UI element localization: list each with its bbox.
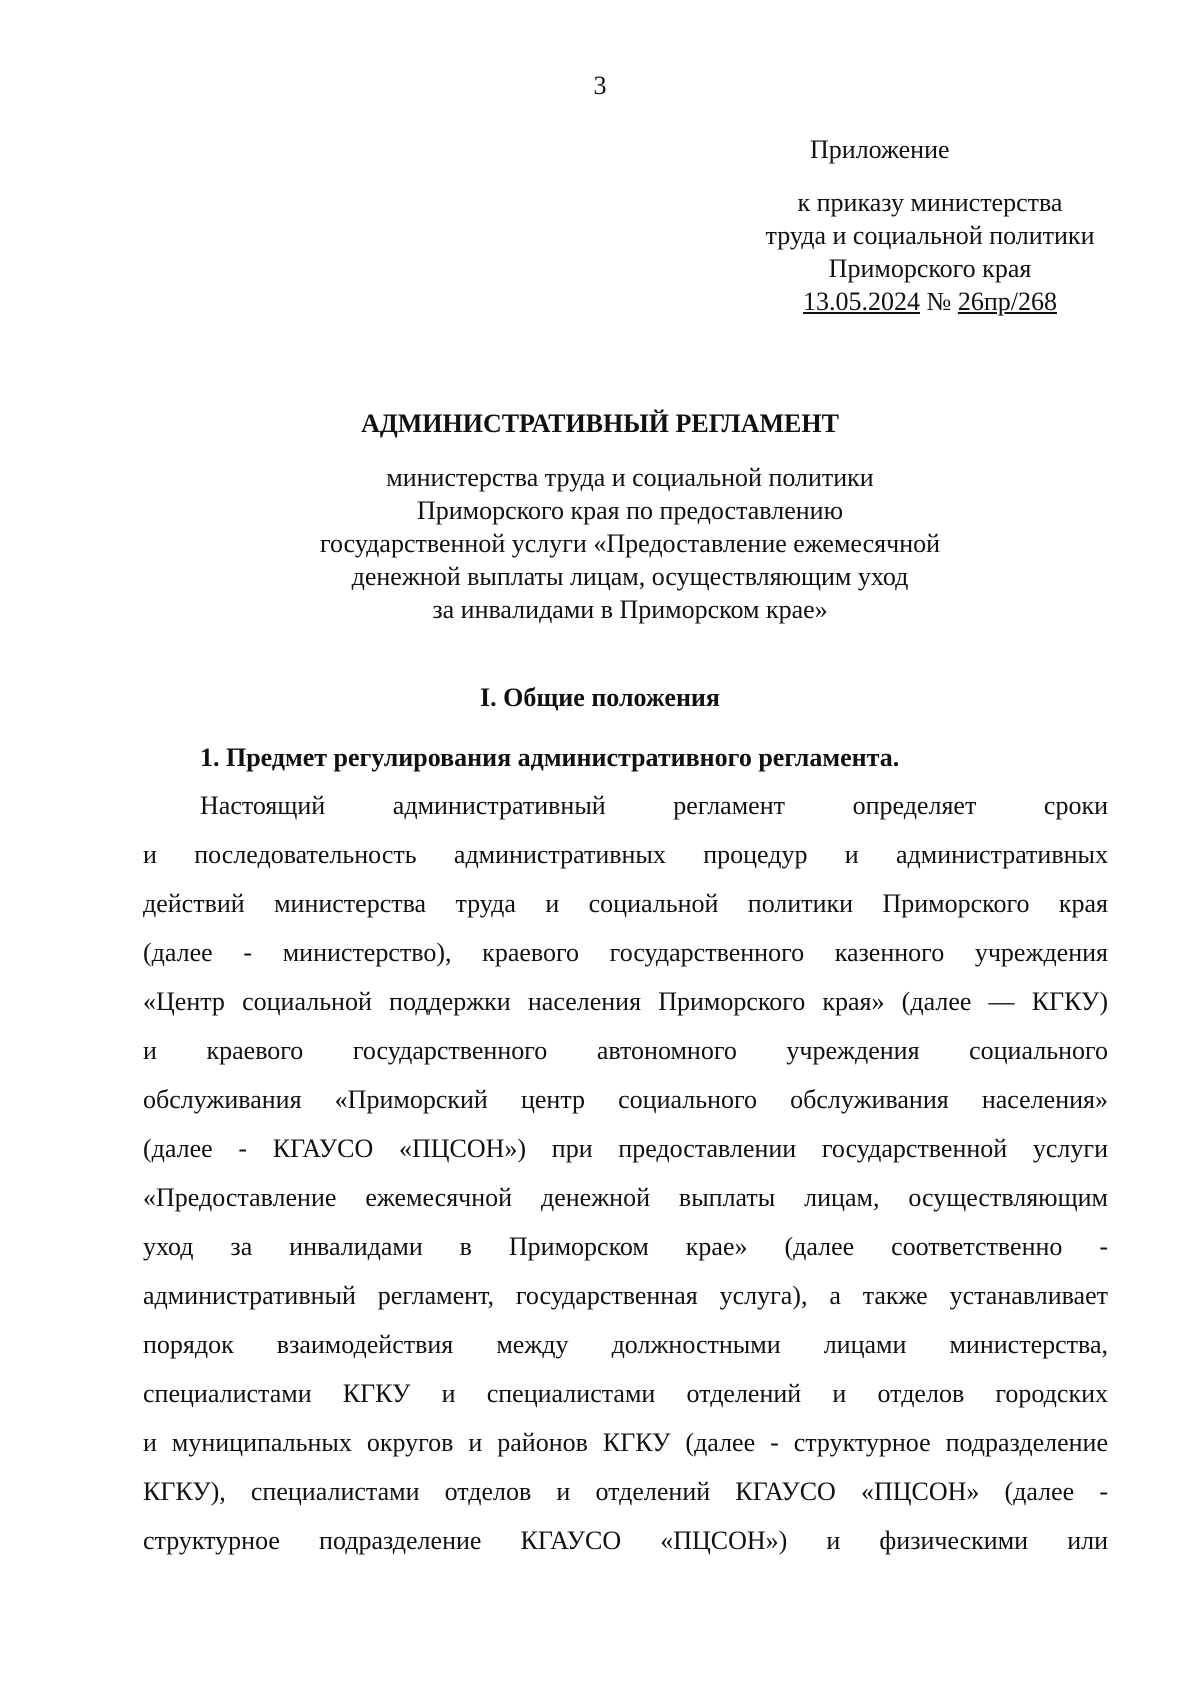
body-line: структурное подразделение КГАУСО «ПЦСОН») и физическими или xyxy=(143,1526,1108,1555)
order-line: труда и социальной политики xyxy=(765,221,1095,250)
order-line: к приказу министерства xyxy=(797,188,1063,217)
section-heading: I. Общие положения xyxy=(480,683,720,712)
subsection-heading: 1. Предмет регулирования административного регламента. xyxy=(200,743,900,772)
subtitle-line: Приморского края по предоставлению xyxy=(416,496,843,525)
order-date-number xyxy=(740,285,1120,318)
body-line: уход за инвалидами в Приморском крае» (далее соответственно - xyxy=(143,1232,1108,1261)
body-line: «Предоставление ежемесячной денежной выплаты лицам, осуществляющим xyxy=(143,1183,1108,1212)
body-paragraph xyxy=(143,790,1108,1574)
subtitle-line: за инвалидами в Приморском крае» xyxy=(432,595,828,624)
order-number-sign: № xyxy=(920,287,958,316)
body-line: КГКУ), специалистами отделов и отделений КГАУСО «ПЦСОН» (далее - xyxy=(143,1477,1108,1506)
body-line: специалистами КГКУ и специалистами отделений и отделов городских xyxy=(143,1379,1108,1408)
order-number: 26пр/268 xyxy=(957,287,1057,316)
body-line: «Центр социальной поддержки населения Приморского края» (далее — КГКУ) xyxy=(143,987,1108,1016)
body-line: действий министерства труда и социальной политики Приморского края xyxy=(143,889,1108,918)
order-reference-block xyxy=(740,186,1120,318)
appendix-label: Приложение xyxy=(810,135,950,164)
order-line: Приморского края xyxy=(828,254,1032,283)
subtitle-line: государственной услуги «Предоставление ежемесячной xyxy=(319,529,941,558)
body-line: обслуживания «Приморский центр социального обслуживания населения» xyxy=(143,1085,1108,1114)
body-line: (далее - министерство), краевого государственного казенного учреждения xyxy=(143,938,1108,967)
subtitle-line: денежной выплаты лицам, осуществляющим уход xyxy=(351,562,909,591)
body-line: и последовательность административных процедур и административных xyxy=(143,840,1108,869)
body-line: Настоящий административный регламент определяет сроки xyxy=(200,791,1108,820)
body-line: и муниципальных округов и районов КГКУ (далее - структурное подразделение xyxy=(143,1428,1108,1457)
body-line: административный регламент, государственная услуга), а также устанавливает xyxy=(143,1281,1108,1310)
body-line: (далее - КГАУСО «ПЦСОН») при предоставлении государственной услуги xyxy=(143,1134,1108,1163)
order-date: 13.05.2024 xyxy=(803,287,921,316)
body-line: порядок взаимодействия между должностными лицами министерства, xyxy=(143,1330,1108,1359)
document-subtitle xyxy=(200,461,1060,626)
document-title: АДМИНИСТРАТИВНЫЙ РЕГЛАМЕНТ xyxy=(361,409,839,438)
body-line: и краевого государственного автономного учреждения социального xyxy=(143,1036,1108,1065)
page-number: 3 xyxy=(593,71,607,100)
subtitle-line: министерства труда и социальной политики xyxy=(386,463,874,492)
